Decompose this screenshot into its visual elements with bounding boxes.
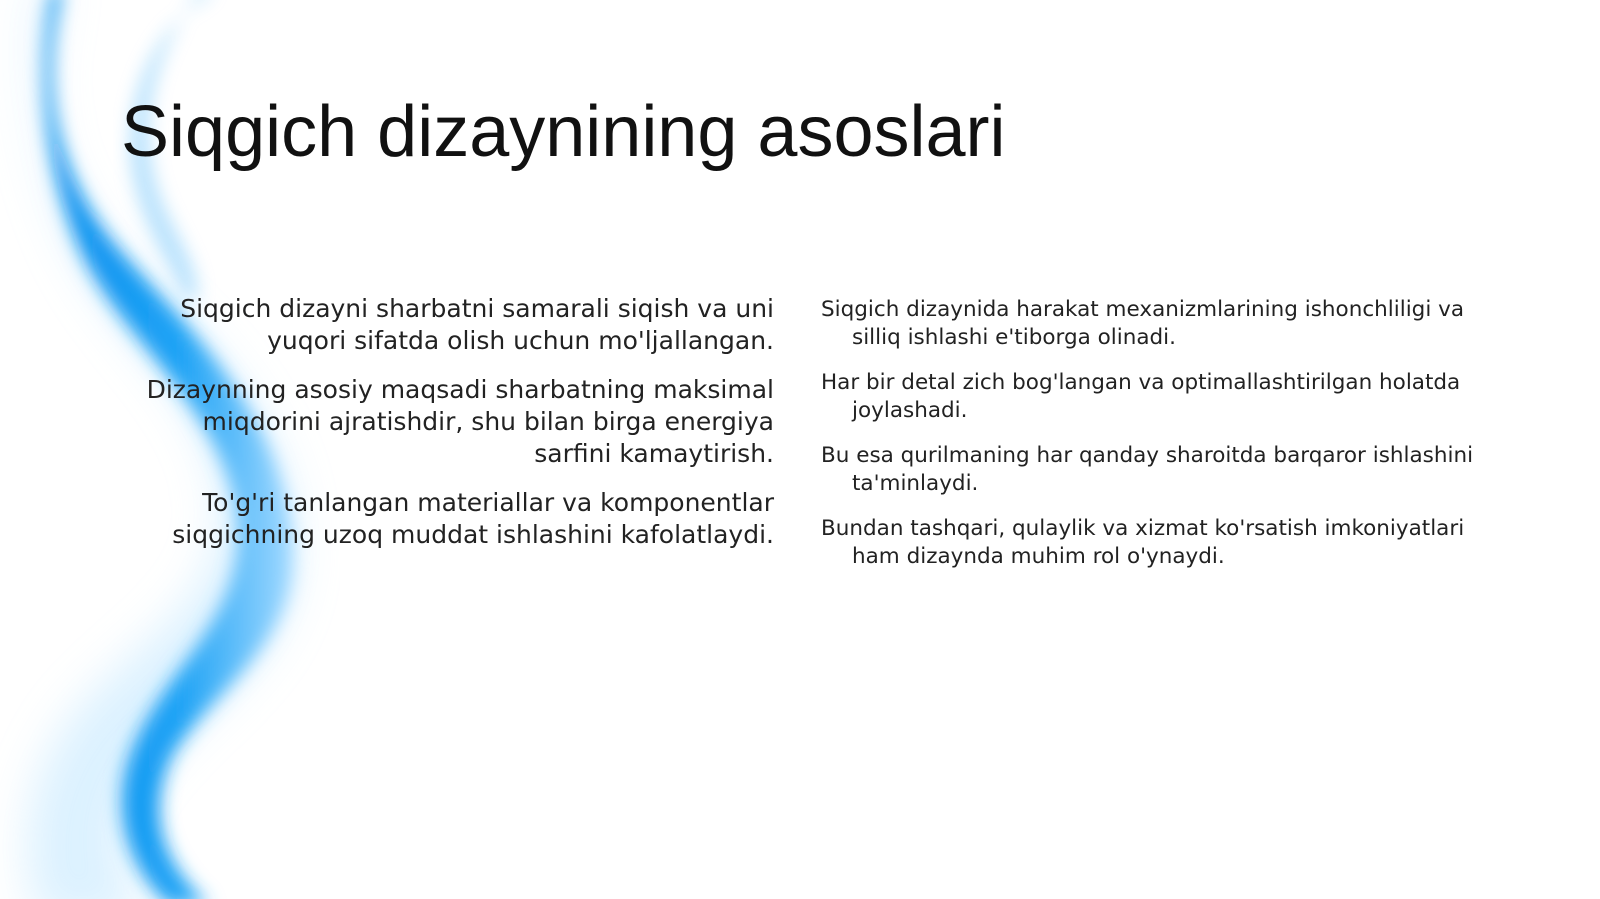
right-paragraph: Bundan tashqari, qulaylik va xizmat ko'rsatish imkoniyatlari ham dizaynda muhim rol o'ynaydi. — [821, 516, 1465, 569]
slide-title: Siqgich dizaynining asoslari — [121, 92, 1006, 172]
right-paragraph: Siqgich dizaynida harakat mexanizmlarining ishonchliligi va silliq ishlashi e'tiborga olinadi. — [821, 297, 1465, 350]
left-paragraph: Dizaynning asosiy maqsadi sharbatning maksimal miqdorini ajratishdir, shu bilan birga energiya sarfini kamaytirish. — [146, 375, 774, 468]
right-paragraph: Har bir detal zich bog'langan va optimallashtirilgan holatda joylashadi. — [821, 370, 1461, 423]
right-text-column — [821, 296, 1501, 588]
left-text-column — [120, 293, 774, 568]
left-paragraph: Siqgich dizayni sharbatni samarali siqish va uni yuqori sifatda olish uchun mo'ljallangan. — [180, 294, 774, 355]
left-paragraph: To'g'ri tanlangan materiallar va komponentlar siqgichning uzoq muddat ishlashini kafolatlaydi. — [172, 488, 774, 549]
right-paragraph: Bu esa qurilmaning har qanday sharoitda barqaror ishlashini ta'minlaydi. — [821, 443, 1474, 496]
